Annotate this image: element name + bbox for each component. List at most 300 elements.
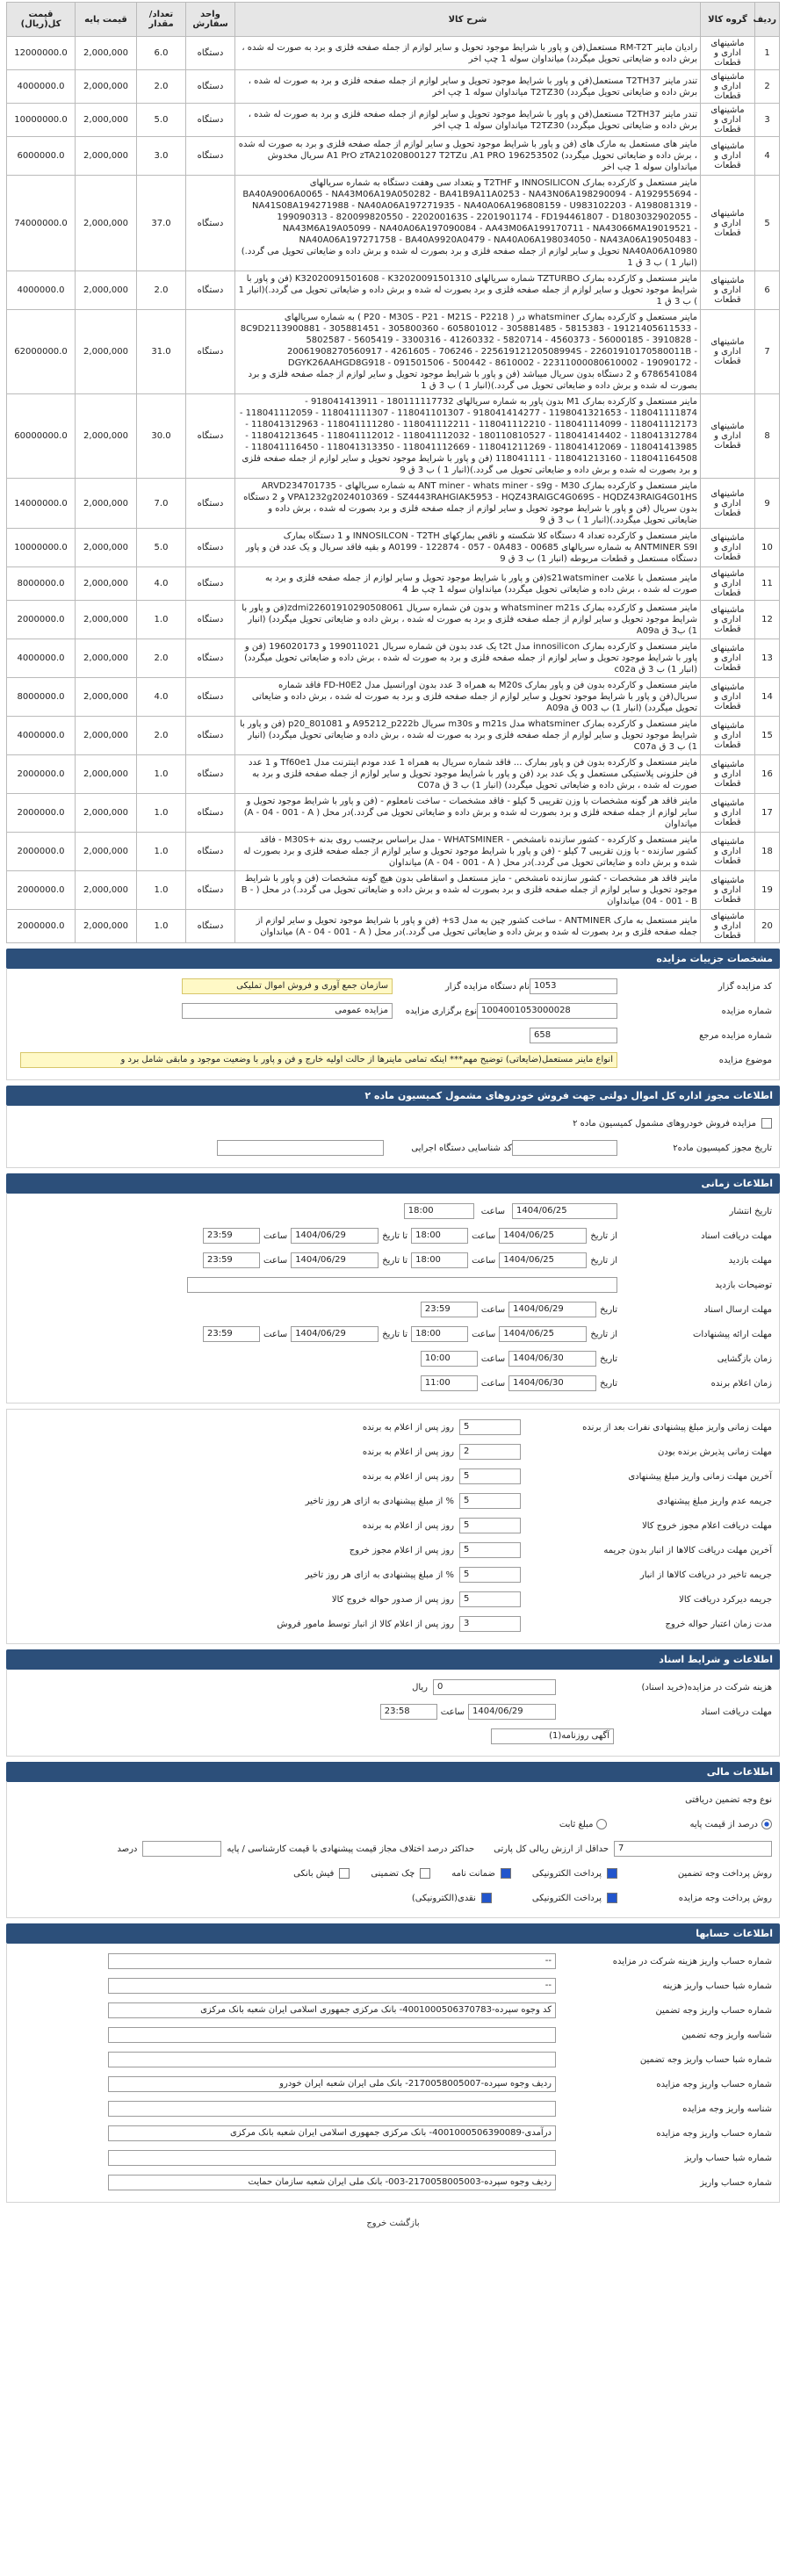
deadline-label: جریمه تاخیر در دریافت کالاها از انبار [639,1569,772,1580]
receipt-label: مهلت دریافت اسناد [701,1707,772,1717]
row-number: 13 [755,639,780,678]
doc-from-time[interactable]: 18:00 [411,1228,468,1244]
deadline-label: جریمه عدم واریز مبلغ پیشنهادی [656,1496,772,1506]
table-row [7,176,780,271]
row-number: 17 [755,794,780,833]
org-name-label: نام دستگاه مزایده گزار [444,981,530,992]
account-label: شماره حساب واریز وجه مزایده [656,2128,772,2139]
deadline-unit: روز پس از اعلام به برنده [362,1520,454,1531]
account-field[interactable] [108,2052,556,2067]
row-desc: ماینر مستعمل و کارکرده بمارک ANT miner - whats miner - s9g - M30 به شماره سریالهای ARVD234701735 - VPA1232g2024010369 - SZ4443RAHGIAK5953 - HQZ43RAIGC4G069S - HQDZ43RAIG4G01HS و 2 دستگاه بدون سریال (فن و پاور با شرایط موجود تحویل و سایر لوازم از جمله صفحه فلزی و برد بصورت له شده ، برش داده و ضایعاتی تحویل میگردد.)(انبار 1 ) ب 3 ق 9 [235,479,701,529]
table-row [7,529,780,567]
min-label: حداقل از ارزش ریالی کل پارتی [494,1844,609,1854]
time-label: ساعت [263,1255,288,1266]
row-group: ماشینهای اداری و قطعات [701,910,755,943]
account-label: شماره شبا حساب واریز وجه تضمین [639,2054,772,2065]
row-desc: ماینر مستعمل به مارک ANTMINER - ساخت کشور چین به مدل s3+ (فن و پاور با شرایط موجود تحویل و سایر لوازم از جمله صفحه فلزی و برد بصورت له شده و برش داده و ضایعاتی تحویل می گردد.)در محل ( A - 04 - 001 - A) میانداوان [235,910,701,943]
account-field[interactable]: -- [108,1953,556,1969]
table-row [7,639,780,678]
row-total: 14000000.0 [7,479,76,529]
send-date[interactable]: 1404/06/29 [508,1302,596,1317]
account-field[interactable]: ردیف وجوه سپرده-2170058005007- بانک ملی ایران شعبه ایران خودرو [108,2076,556,2092]
time-label: ساعت [472,1255,496,1266]
row-total: 12000000.0 [7,37,76,70]
row-number: 7 [755,310,780,394]
method-option-label: پرداخت الکترونیکی [531,1893,602,1903]
deadline-label: آخرین مهلت زمانی واریز مبلغ پیشنهادی [628,1471,772,1482]
doc-to-time[interactable]: 23:59 [203,1228,260,1244]
row-desc: ماینر مستعمل و کارکرده بمارک TZTURBO شماره سریالهای K32020091501608 - K32020091501310 (فن و پاور با شرایط موجود تحویل و سایر لوازم از جمله صفحه فلزی و برد بصورت له شده و برش داده و ضایعاتی تحویل می گردد.)(انبار 1 ) ب 3 ق 1 [235,271,701,310]
table-row [7,394,780,479]
account-field[interactable] [108,2150,556,2166]
time-label: ساعت [480,1378,506,1389]
offer-label: مهلت ارائه پیشنهادات [692,1329,772,1339]
row-desc: تندر ماینر T2TH37 مستعمل(فن و پاور با شرایط موجود تحویل و سایر لوازم از جمله صفحه فلزی و برد به صورت له شده ، برش داده و ضایعاتی تحویل میگردد) T2TZ30 میانداوان سوله 1 چپ اخر [235,70,701,104]
row-qty: 30.0 [137,394,186,479]
deadline-value[interactable]: 5 [459,1542,521,1558]
deadline-value[interactable]: 5 [459,1591,521,1607]
send-time[interactable]: 23:59 [421,1302,478,1317]
row-price: 2,000,000 [76,871,137,910]
max-unit: درصد [117,1844,138,1854]
row-group: ماشینهای اداری و قطعات [701,717,755,755]
row-total: 6000000.0 [7,137,76,176]
items-table [6,2,780,943]
row-total: 4000000.0 [7,639,76,678]
guarantee-form [6,1782,780,1918]
row-price: 2,000,000 [76,755,137,794]
row-desc: تندر ماینر T2TH37 مستعمل(فن و پاور با شرایط موجود تحویل و سایر لوازم از جمله صفحه فلزی و برد به صورت له شده ، برش داده و ضایعاتی تحویل میگردد) T2TZ30 میانداوان سوله 1 چپ اخر [235,104,701,137]
col-qty: تعداد/مقدار [137,3,186,37]
row-qty: 2.0 [137,70,186,104]
row-desc: ماینر مستعمل و کارکرده بدون فن و پاور بمارک M20s به همراه 3 عدد بدون اورانسیل مدل FD-H0E2 فاقد شماره سریال(فن و پاور با شرایط موجود تحویل و سایر لوازم از جمله صفحه فلزی و برد به صورت له شده ، برش داده و ضایعاتی تحویل میگردد) (انبار 1) ب 003 ق A09a [235,678,701,717]
from-label: از تاریخ [590,1255,617,1266]
deadline-value[interactable]: 5 [459,1518,521,1533]
row-price: 2,000,000 [76,601,137,639]
row-total: 74000000.0 [7,176,76,271]
row-total: 2000000.0 [7,910,76,943]
row-group: ماشینهای اداری و قطعات [701,755,755,794]
row-price: 2,000,000 [76,639,137,678]
col-group: گروه کالا [701,3,755,37]
deadline-value[interactable]: 5 [459,1493,521,1509]
row-qty: 1.0 [137,601,186,639]
visit-to[interactable]: 1404/06/29 [291,1252,379,1268]
row-qty: 1.0 [137,910,186,943]
table-row [7,871,780,910]
pay-option-checkbox[interactable] [420,1868,430,1879]
timing-band: اطلاعات زمانی [6,1173,780,1194]
row-qty: 2.0 [137,639,186,678]
pay-options [278,1868,617,1879]
permit-date-field[interactable] [512,1140,617,1156]
row-number: 19 [755,871,780,910]
time-label: ساعت [480,1206,505,1216]
row-unit: دستگاه [186,271,235,310]
deadline-label: مهلت دریافت اعلام مجوز خروج کالا [642,1520,772,1531]
table-row [7,137,780,176]
offer-to[interactable]: 1404/06/29 [291,1326,379,1342]
deadline-label: آخرین مهلت دریافت کالاها از انبار بدون جریمه [603,1545,772,1555]
row-group: ماشینهای اداری و قطعات [701,137,755,176]
docs-band: اطلاعات و شرایط اسناد [6,1649,780,1670]
row-group: ماشینهای اداری و قطعات [701,529,755,567]
row-group: ماشینهای اداری و قطعات [701,833,755,871]
to-label: تا تاریخ [382,1230,408,1241]
row-qty: 7.0 [137,479,186,529]
specs-band: مشخصات جزییات مزایده [6,949,780,969]
send-label: مهلت ارسال اسناد [703,1304,772,1315]
account-field[interactable]: کد وجوه سپرده-4001000506370783- بانک مرکزی جمهوری اسلامی ایران شعبه بانک مرکزی [108,2002,556,2018]
deadline-label: جریمه دیرکرد دریافت کالا [679,1594,772,1605]
row-number: 16 [755,755,780,794]
pay-option-checkbox[interactable] [339,1868,350,1879]
col-desc: شرح کالا [235,3,701,37]
visit-from[interactable]: 1404/06/25 [499,1252,587,1268]
deadline-label: مهلت زمانی پذیرش برنده بودن [657,1447,772,1457]
account-field[interactable] [108,2027,556,2043]
row-price: 2,000,000 [76,479,137,529]
open-date[interactable]: 1404/06/30 [508,1351,596,1367]
visit-from-time[interactable]: 18:00 [411,1252,468,1268]
row-desc: ماینر مستعمل و کارکرده بمارک M1 بدون پاور به شماره سریالهای 180111117732 - 918041413911 - 118041111874 - 1198041321653 - 918041414277 - 118041101307 - 118041111307 - 118041112059 - 118041112173 - 118041114099 - 118041112210 - 118041112211 - 118041111280 - 118041312963 - 118041312784 - 118041414402 - 180110810527 - 118041112032 - 118041112012 - 118041213645 - 118041413985 - 118041412069 - 118041211269 - 118041112669 - 118041313350 - 118041116450 - 118041164508 - 118041213160 - 118041111 (فن و پاور با شرایط موجود تحویل و سایر لوازم از جمله صفحه فلزی و برد بصورت له شده و برش داده و ضایعاتی تحویل می گردد.)(انبار 1 ) ب 3 ق 9 [235,394,701,479]
row-number: 10 [755,529,780,567]
table-row [7,717,780,755]
row-desc: ماینر فاقد هر مشخصات - کشور سازنده نامشخص - مایز مستعمل و اسقاطی بدون هیچ گونه مشخصات (فن و پاور با شرایط موجود تحویل و سایر لوازم از جمله صفحه فلزی و برد بصورت له شده و برش داده و ضایعاتی تحویل می گردد.) در محل ( B - 04 - 001 - B) میانداوان [235,871,701,910]
min-field[interactable]: 7 [614,1841,772,1857]
row-price: 2,000,000 [76,137,137,176]
account-field[interactable]: درآمدی-4001000506390089- بانک مرکزی جمهوری اسلامی ایران شعبه بانک مرکزی [108,2125,556,2141]
permit-id-label: کد شناسایی دستگاه اجرایی [411,1143,512,1153]
row-desc: ماینر مستعمل و کارکرده بمارک whatsminer مدل m21s و m30s سریال A95212_p222b و p20_801081 (فن و پاور با شرایط موجود تحویل و سایر لوازم از جمله صفحه فلزی و برد به صورت له شده ، برش داده و ضایعاتی تحویل میگردد) (انبار 1) ب 3 ق C07a [235,717,701,755]
table-header-row [7,3,780,37]
row-qty: 4.0 [137,678,186,717]
row-unit: دستگاه [186,871,235,910]
pay-option-checkbox[interactable] [607,1868,617,1879]
row-qty: 37.0 [137,176,186,271]
offer-from-time[interactable]: 18:00 [411,1326,468,1342]
tender-no-label: شماره مزایده [721,1006,772,1016]
row-total: 10000000.0 [7,529,76,567]
row-price: 2,000,000 [76,678,137,717]
to-label: تا تاریخ [382,1255,408,1266]
row-total: 2000000.0 [7,833,76,871]
row-unit: دستگاه [186,479,235,529]
pay-option-label: فیش بانکی [293,1868,335,1879]
row-desc: رادیان ماینر RM-T2T مستعمل(فن و پاور با شرایط موجود تحویل و سایر لوازم از جمله صفحه فلزی و برد به صورت له شده ، برش داده و ضایعاتی تحویل میگردد) میانداوان سوله 1 چپ اخر [235,37,701,70]
account-field[interactable] [108,2101,556,2117]
row-unit: دستگاه [186,601,235,639]
fixed-radio[interactable] [596,1819,607,1829]
max-field[interactable] [142,1841,221,1857]
pay-option-checkbox[interactable] [501,1868,511,1879]
deadline-label: مدت زمان اعتبار حواله خروج [665,1619,772,1629]
row-group: ماشینهای اداری و قطعات [701,794,755,833]
open-time[interactable]: 10:00 [421,1351,478,1367]
permit-band: اطلاعات مجوز اداره کل اموال دولتی جهت فروش خودروهای مشمول کمیسیون ماده ۲ [6,1086,780,1106]
account-field[interactable]: -- [108,1978,556,1994]
time-label: ساعت [263,1329,288,1339]
row-unit: دستگاه [186,394,235,479]
time-label: ساعت [440,1707,465,1717]
row-unit: دستگاه [186,529,235,567]
pay-option-label: پرداخت الکترونیکی [531,1868,602,1879]
date-label: تاریخ [600,1353,617,1364]
org-code-field[interactable]: 1053 [530,978,617,994]
row-qty: 3.0 [137,137,186,176]
table-row [7,678,780,717]
table-row [7,479,780,529]
row-number: 6 [755,271,780,310]
row-unit: دستگاه [186,755,235,794]
row-desc: ماینر مستعمل و کارکرده - کشور سازنده نامشخص - WHATSMINER - مدل براساس برچسب روی بدنه +M30S - فاقد کشور سازنده - با وزن تقریبی 7 کیلو - (فن و پاور با شرایط موجود تحویل و سایر لوازم از جمله صفحه فلزی و برد بصورت له شده و برش داده و ضایعاتی تحویل می گردد.)در محل ( A - 04 - 001 - A) میانداوان [235,833,701,871]
row-total: 8000000.0 [7,678,76,717]
col-total: قیمت کل(ریال) [7,3,76,37]
table-row [7,104,780,137]
doc-from[interactable]: 1404/06/25 [499,1228,587,1244]
fee-unit: ریال [412,1682,428,1692]
receipt-time[interactable]: 23:58 [380,1704,437,1720]
row-desc: ماینر فاقد هر گونه مشخصات با وزن تقریبی 5 کیلو - فاقد مشخصات - ساخت نامعلوم - (فن و پاور با شرایط موجود تحویل و سایر لوازم از جمله صفحه فلزی و برد بصورت له شده و برش داده و ضایعاتی تحویل می گردد.)در محل ( A - 04 - 001 - A) میانداوان [235,794,701,833]
row-number: 20 [755,910,780,943]
deadline-value[interactable]: 2 [459,1444,521,1460]
offer-to-time[interactable]: 23:59 [203,1326,260,1342]
table-row [7,755,780,794]
deadline-unit: روز پس از صدور حواله خروج کالا [331,1594,454,1605]
account-label: شماره شبا حساب واریز [684,2153,772,2163]
result-time[interactable]: 11:00 [421,1375,478,1391]
row-unit: دستگاه [186,137,235,176]
date-label: تاریخ [600,1378,617,1389]
row-total: 4000000.0 [7,717,76,755]
row-number: 18 [755,833,780,871]
publish-time[interactable]: 18:00 [404,1203,474,1219]
row-number: 9 [755,479,780,529]
row-price: 2,000,000 [76,794,137,833]
row-total: 10000000.0 [7,104,76,137]
row-group: ماشینهای اداری و قطعات [701,678,755,717]
from-label: از تاریخ [590,1230,617,1241]
org-code-label: کد مزایده گزار [717,981,772,992]
row-price: 2,000,000 [76,37,137,70]
receipt-date[interactable]: 1404/06/29 [468,1704,556,1720]
method-options [377,1893,617,1903]
deadline-unit: روز پس از اعلام مجوز خروج [349,1545,454,1555]
row-unit: دستگاه [186,37,235,70]
method-option-checkbox[interactable] [481,1893,492,1903]
docs-form [6,1670,780,1757]
account-field[interactable]: ردیف وجوه سپرده-2170058005003-003- بانک ملی ایران شعبه سازمان حمایت [108,2175,556,2190]
time-label: ساعت [472,1329,496,1339]
doc-to[interactable]: 1404/06/29 [291,1228,379,1244]
row-total: 2000000.0 [7,601,76,639]
account-label: شماره حساب واریز وجه مزایده [656,2079,772,2089]
row-unit: دستگاه [186,678,235,717]
table-row [7,833,780,871]
subject-field[interactable]: انواع ماینر مستعمل(ضایعاتی) توضیح مهم*** اینکه تمامی ماینرها از حالت اولیه خارج و فن و پاور با وضعیت موجود و مابقی شامل برد و [20,1052,617,1068]
row-desc: ماینر مستعمل و کارکرده بدون فن و پاور بمارک ... فاقد شماره سریال به همراه 1 عدد مودم اینترنت مدل Tf60e1 و 1 عدد فن حلزونی پلاستیکی مستعمل و یک عدد برد (فن و پاور با شرایط موجود تحویل و سایر لوازم از جمله صفحه فلزی و برد به صورت له شده ، برش داده و ضایعاتی تحویل میگردد) (انبار 1) ب 3 ق C07a [235,755,701,794]
type-label: نوع برگزاری مزایده [405,1006,477,1016]
row-total: 4000000.0 [7,271,76,310]
page [6,2,780,2228]
row-number: 2 [755,70,780,104]
account-label: شماره حساب واریز وجه تضمین [655,2005,772,2016]
row-unit: دستگاه [186,639,235,678]
row-group: ماشینهای اداری و قطعات [701,479,755,529]
row-number: 14 [755,678,780,717]
row-total: 62000000.0 [7,310,76,394]
row-desc: ماینر مستعمل و کارکرده بمارک whatsminer در ( P20 - M30S - P21 - M21S - P2218 ) به شماره سریالهای 8C9D2113900881 - 305881451 - 305800360 - 605801012 - 305881485 - 5815383 - 19121405611533 - 5802587 - 5605419 - 3300316 - 41260332 - 5820714 - 4560373 - 56000185 - 3910828 - 20061908270560917 - 4261605 - 706246 - 22561912120508994S - 22601910170580011B - DGYK26AAHGD8G918 - 091501506 - 500442 - 8610002 - 22311000080610002 - 19090172 - 6786541084 و 2 دستگاه بدون سریال میباشد (فن و پاور با شرایط موجود تحویل و سایر لوازم از جمله صفحه فلزی و برد بصورت له شده و برش داده و ضایعاتی تحویل می گردد.)(انبار 1 ) ب 3 ق 1 [235,310,701,394]
permit-id-field[interactable] [217,1140,384,1156]
publish-label: تاریخ انتشار [729,1206,772,1216]
row-qty: 5.0 [137,529,186,567]
row-group: ماشینهای اداری و قطعات [701,70,755,104]
fixed-label: مبلغ ثابت [559,1819,594,1829]
method-option-checkbox[interactable] [607,1893,617,1903]
row-unit: دستگاه [186,176,235,271]
row-qty: 2.0 [137,717,186,755]
deadline-value[interactable]: 5 [459,1468,521,1484]
permit-checkbox[interactable] [761,1118,772,1129]
type-field[interactable]: مزایده عمومی [182,1003,393,1019]
visit-to-time[interactable]: 23:59 [203,1252,260,1268]
row-number: 3 [755,104,780,137]
table-row [7,794,780,833]
row-total: 8000000.0 [7,567,76,601]
subject-label: موضوع مزایده [718,1055,772,1065]
time-label: ساعت [263,1230,288,1241]
col-row: ردیف [755,3,780,37]
pay-option-label: ضمانت نامه [451,1868,495,1879]
table-row [7,567,780,601]
permit-form [6,1106,780,1168]
timing-form [6,1194,780,1403]
method-label: روش پرداخت وجه مزایده [678,1893,772,1903]
pay-label: روش پرداخت وجه تضمین [677,1868,772,1879]
from-label: از تاریخ [590,1329,617,1339]
deadline-value[interactable]: 3 [459,1616,521,1632]
row-desc: ماینر مستعمل و کارکرده بمارک innosilicon مدل t2t یک عدد بدون فن شماره سریال 199011021 و 196020173 (فن و پاور با شرایط موجود تحویل و سایر لوازم از جمله صفحه فلزی و برد به صورت له شده ، برش داده و ضایعاتی تحویل میگردد) (انبار 1) ب 3 ق c02a [235,639,701,678]
row-group: ماشینهای اداری و قطعات [701,601,755,639]
fee-label: هزینه شرکت در مزایده(خرید اسناد) [641,1682,772,1692]
row-group: ماشینهای اداری و قطعات [701,176,755,271]
percent-radio[interactable] [761,1819,772,1829]
permit-date-label: تاریخ مجوز کمیسیون ماده۲ [673,1143,772,1153]
result-label: زمان اعلام برنده [710,1378,772,1389]
method-option-label: نقدی(الکترونیکی) [411,1893,476,1903]
date-label: تاریخ [600,1304,617,1315]
doc-label: مهلت دریافت اسناد [701,1230,772,1241]
publish-date[interactable]: 1404/06/25 [512,1203,617,1219]
row-price: 2,000,000 [76,70,137,104]
visit-desc[interactable] [187,1277,617,1293]
row-price: 2,000,000 [76,271,137,310]
percent-label: درصد از قیمت پایه [689,1819,758,1829]
account-label: شماره حساب واریز هزینه شرکت در مزایده [612,1956,772,1966]
deadline-value[interactable]: 5 [459,1419,521,1435]
row-number: 4 [755,137,780,176]
row-total: 60000000.0 [7,394,76,479]
row-group: ماشینهای اداری و قطعات [701,37,755,70]
guarantee-band: اطلاعات مالی [6,1762,780,1782]
row-unit: دستگاه [186,567,235,601]
table-row [7,271,780,310]
col-price: قیمت پایه [76,3,137,37]
org-name-field[interactable]: سازمان جمع آوری و فروش اموال تملیکی [182,978,393,994]
deadline-unit: روز پس از اعلام کالا از انبار توسط مامور فروش [277,1619,454,1629]
row-unit: دستگاه [186,910,235,943]
newspaper-ad[interactable]: آگهی روزنامه(1) [491,1728,614,1744]
deadline-value[interactable]: 5 [459,1567,521,1583]
row-group: ماشینهای اداری و قطعات [701,104,755,137]
row-qty: 31.0 [137,310,186,394]
open-label: زمان بازگشایی [717,1353,772,1364]
to-label: تا تاریخ [382,1329,408,1339]
row-price: 2,000,000 [76,310,137,394]
row-qty: 5.0 [137,104,186,137]
result-date[interactable]: 1404/06/30 [508,1375,596,1391]
guarantee-type-label: نوع وجه تضمین دریافتی [685,1794,772,1805]
col-unit: واحد سفارش [186,3,235,37]
deadlines-form [6,1409,780,1644]
time-label: ساعت [480,1304,506,1315]
row-qty: 1.0 [137,794,186,833]
row-desc: ماینر مستعمل و کارکرده بمارک INNOSILICON و T2THF و بتعداد سی وهفت دستگاه به شماره سریالهای BA40A9006A0065 - NA43M06A19A050282 - BA41B9A11A0253 - NA43N06A198290094 - A192955694 - NA41S08A194271988 - NA40A06A197271935 - NA40A06A196808159 - U983102203 - A198081319 - 199090313 - 820099820550 - 220200163S - 2201901174 - FD194461807 - D1803032902055 - NA43M6A19A05099 - NA40A06A197090084 - AA43M06A199170711 - NA43066MA19019521 - NA40A06A197271758 - BA40A9920A0479 - NA40A06A198034050 - NA43A06A19050483 - NA40A06A10980 تحویل و سایر لوازم از جمله صفحه فلزی و برد بصورت له شده و برش داده و ضایعاتی تحویل می گردد.) (انبار 1 ) ب 3 ق 1 [235,176,701,271]
footer-actions[interactable]: بازگشت خروج [366,2219,420,2228]
max-label: حداکثر درصد اختلاف مجاز قیمت پیشنهادی با قیمت کارشناسی / پایه [227,1844,475,1854]
deadline-unit: روز پس از اعلام به برنده [362,1471,454,1482]
row-qty: 6.0 [137,37,186,70]
deadline-unit: روز پس از اعلام به برنده [362,1447,454,1457]
row-group: ماشینهای اداری و قطعات [701,871,755,910]
row-price: 2,000,000 [76,529,137,567]
row-number: 5 [755,176,780,271]
row-qty: 4.0 [137,567,186,601]
accounts-form [6,1944,780,2203]
row-price: 2,000,000 [76,910,137,943]
row-group: ماشینهای اداری و قطعات [701,394,755,479]
row-desc: ماینر مستعمل با علامت s21watsminer(فن و پاور با شرایط موجود تحویل و سایر لوازم از جمله صفحه فلزی و برد به صورت له شده ، برش داده و ضایعاتی تحویل میگردد) میانداوان سوله 1 چپ ط 4 [235,567,701,601]
specs-form [6,969,780,1080]
row-unit: دستگاه [186,833,235,871]
row-total: 2000000.0 [7,794,76,833]
visit-desc-label: توضیحات بازدید [715,1280,772,1290]
row-number: 15 [755,717,780,755]
tender-no-field[interactable]: 1004001053000028 [477,1003,617,1019]
visit-label: مهلت بازدید [728,1255,772,1266]
row-unit: دستگاه [186,794,235,833]
account-label: شماره حساب واریز [700,2177,772,2188]
table-row [7,910,780,943]
pay-option-label: چک تضمینی [371,1868,415,1879]
time-label: ساعت [472,1230,496,1241]
deadline-label: مهلت زمانی واریز مبلغ پیشنهادی نفرات بعد از برنده [582,1422,772,1432]
row-qty: 1.0 [137,833,186,871]
row-price: 2,000,000 [76,717,137,755]
row-total: 2000000.0 [7,755,76,794]
fee-field[interactable]: 0 [433,1679,556,1695]
time-label: ساعت [480,1353,506,1364]
row-number: 11 [755,567,780,601]
row-total: 2000000.0 [7,871,76,910]
offer-from[interactable]: 1404/06/25 [499,1326,587,1342]
account-label: شناسه واریز وجه مزایده [682,2103,772,2114]
ref-field[interactable]: 658 [530,1028,617,1043]
deadline-unit: % از مبلغ پیشنهادی به ازای هر روز تاخیر [305,1496,454,1506]
row-price: 2,000,000 [76,567,137,601]
deadline-unit: % از مبلغ پیشنهادی به ازای هر روز تاخیر [305,1569,454,1580]
table-row [7,70,780,104]
